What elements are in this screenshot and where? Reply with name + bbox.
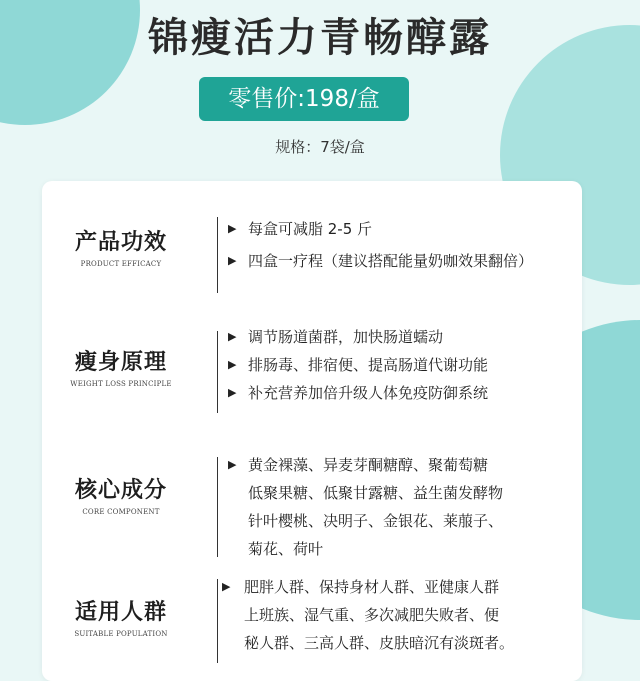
triangle-right-icon: ▶: [228, 358, 237, 371]
list-item: ▶ 调节肠道菌群，加快肠道蠕动: [228, 323, 578, 351]
item-list: [228, 323, 578, 407]
section-subtitle: WEIGHT LOSS PRINCIPLE: [70, 380, 172, 388]
section-header: [42, 225, 200, 268]
section-title: 产品功效: [74, 230, 167, 255]
section-subtitle: CORE COMPONENT: [82, 508, 160, 516]
triangle-right-icon: ▶: [228, 254, 237, 267]
section-header: [42, 473, 200, 516]
list-item: ▶ 四盒一疗程（建议搭配能量奶咖效果翻倍）: [228, 247, 578, 275]
item-list: [222, 573, 572, 657]
list-item: ▶ 肥胖人群、保持身材人群、亚健康人群 上班族、湿气重、多次减肥失败者、便 秘人群、三高人群、皮肤暗沉有淡斑者。: [222, 573, 572, 657]
spec-text: 规格：7袋/盒: [275, 138, 365, 156]
info-card: [42, 181, 582, 681]
section-header: [42, 595, 200, 638]
list-item: ▶ 每盒可减脂 2-5 斤: [228, 215, 578, 243]
divider-line: [217, 331, 218, 413]
list-item: ▶ 排肠毒、排宿便、提高肠道代谢功能: [228, 351, 578, 379]
divider-line: [217, 457, 218, 557]
section-title: 瘦身原理: [74, 350, 167, 375]
divider-line: [217, 217, 218, 293]
triangle-right-icon: ▶: [228, 330, 237, 343]
triangle-right-icon: ▶: [222, 580, 231, 593]
list-item: ▶ 补充营养加倍升级人体免疫防御系统: [228, 379, 578, 407]
triangle-right-icon: ▶: [228, 458, 237, 471]
section-title: 核心成分: [74, 478, 167, 503]
section-subtitle: PRODUCT EFFICACY: [80, 260, 162, 268]
triangle-right-icon: ▶: [228, 386, 237, 399]
product-title: 锦瘦活力青畅醇露: [148, 14, 492, 61]
section-title: 适用人群: [74, 600, 167, 625]
item-list: [228, 215, 578, 275]
price-badge: 零售价:198/盒: [199, 77, 409, 121]
section-header: [42, 345, 200, 388]
item-list: [228, 451, 578, 563]
triangle-right-icon: ▶: [228, 222, 237, 235]
divider-line: [217, 579, 218, 663]
list-item: ▶ 黄金裸藻、异麦芽酮糖醇、聚葡萄糖 低聚果糖、低聚甘露糖、益生菌发酵物 针叶樱桃、决明子、金银花、莱菔子、 菊花、荷叶: [228, 451, 578, 563]
section-subtitle: SUITABLE POPULATION: [74, 630, 168, 638]
